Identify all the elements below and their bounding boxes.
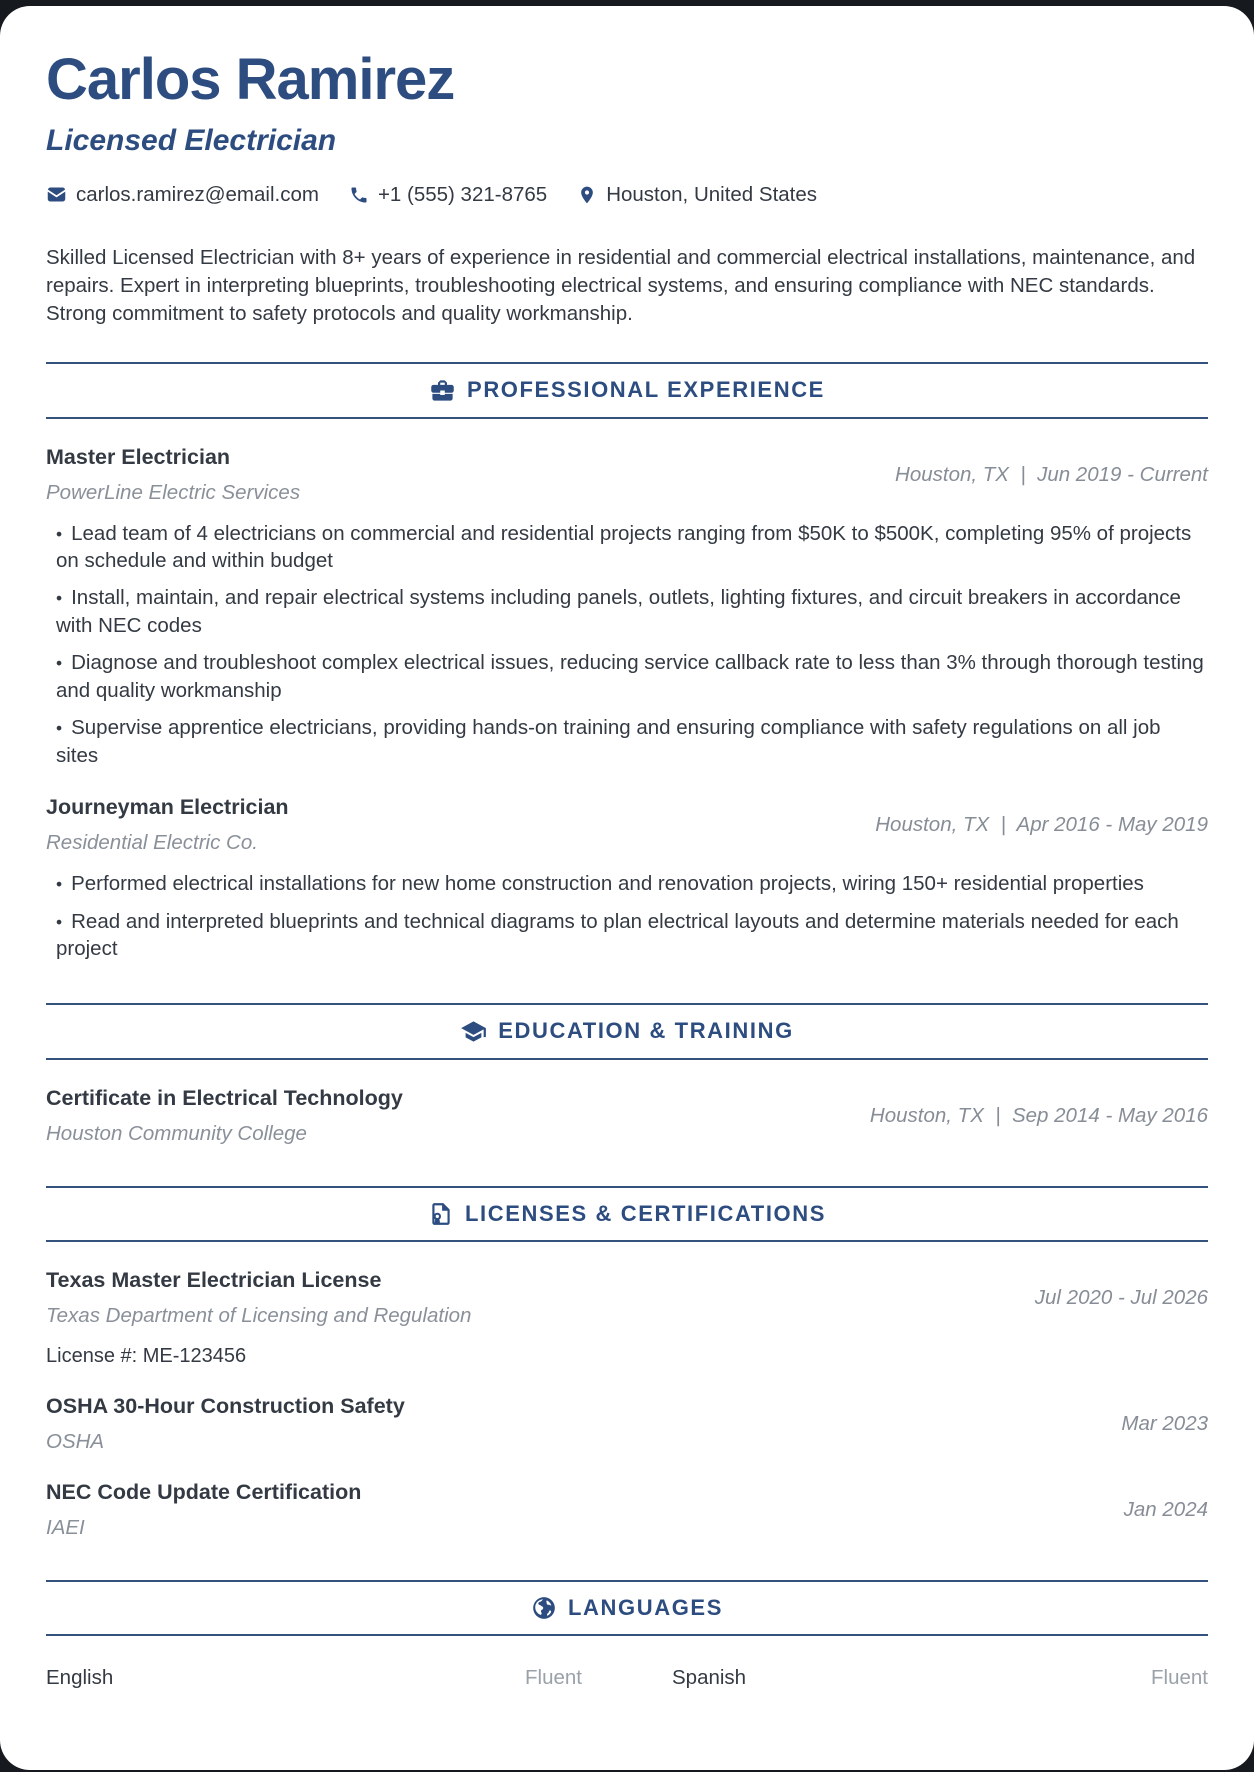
experience-company: Residential Electric Co. bbox=[46, 831, 258, 855]
education-location-dates: Houston, TX | Sep 2014 - May 2016 bbox=[869, 1103, 1208, 1127]
language-level: Fluent bbox=[1151, 1665, 1208, 1689]
envelope-icon bbox=[46, 184, 67, 205]
license-name: NEC Code Update Certification bbox=[46, 1479, 362, 1504]
language-name: Spanish bbox=[672, 1665, 747, 1689]
experience-job-title: Journeyman Electrician bbox=[46, 795, 289, 820]
experience-bullet: • Diagnose and troubleshoot complex electrical issues, reducing service callback rate to less than 3% through thorough testing and quality workmanship bbox=[56, 649, 1208, 704]
license-dates: Jan 2024 bbox=[1123, 1497, 1208, 1521]
graduation-cap-icon bbox=[460, 1018, 487, 1045]
experience-bullet: • Read and interpreted blueprints and technical diagrams to plan electrical layouts and determine materials needed for each project bbox=[56, 908, 1208, 963]
license-number: License #: ME-123456 bbox=[46, 1344, 247, 1367]
section-title-experience: PROFESSIONAL EXPERIENCE bbox=[467, 377, 825, 403]
language-name: English bbox=[46, 1665, 114, 1689]
globe-icon bbox=[531, 1595, 557, 1621]
section-header-languages bbox=[46, 1580, 1208, 1636]
license-name: OSHA 30-Hour Construction Safety bbox=[46, 1393, 405, 1418]
experience-location-dates: Houston, TX | Jun 2019 - Current bbox=[895, 462, 1208, 486]
candidate-job-title: Licensed Electrician bbox=[46, 123, 337, 157]
license-dates: Jul 2020 - Jul 2026 bbox=[1034, 1285, 1208, 1309]
contact-location bbox=[577, 183, 817, 207]
experience-job-title: Master Electrician bbox=[46, 444, 231, 469]
license-entry bbox=[46, 1268, 1208, 1368]
experience-bullet: • Install, maintain, and repair electrical systems including panels, outlets, lighting fixtures, and circuit breakers in accordance with NEC codes bbox=[56, 584, 1208, 639]
map-pin-icon bbox=[577, 185, 597, 205]
candidate-name: Carlos Ramirez bbox=[46, 47, 455, 112]
license-entry bbox=[46, 1480, 1208, 1540]
certificate-icon bbox=[428, 1201, 454, 1227]
license-issuer: IAEI bbox=[46, 1515, 85, 1539]
experience-entry bbox=[46, 445, 1208, 770]
phone-icon bbox=[349, 185, 369, 205]
experience-location-dates: Houston, TX | Apr 2016 - May 2019 bbox=[875, 813, 1208, 837]
education-school: Houston Community College bbox=[46, 1121, 307, 1145]
section-header-experience bbox=[46, 362, 1208, 419]
education-entry bbox=[46, 1086, 1208, 1146]
contact-email bbox=[46, 183, 319, 207]
section-title-languages: LANGUAGES bbox=[568, 1594, 723, 1620]
section-title-licenses: LICENSES & CERTIFICATIONS bbox=[464, 1200, 827, 1226]
experience-bullet-list bbox=[56, 870, 1208, 962]
education-degree: Certificate in Electrical Technology bbox=[46, 1085, 403, 1110]
experience-bullet-list bbox=[56, 520, 1208, 770]
languages-list bbox=[46, 1666, 1208, 1690]
license-issuer: Texas Department of Licensing and Regulation bbox=[46, 1303, 472, 1327]
license-issuer: OSHA bbox=[46, 1429, 105, 1453]
section-header-education bbox=[46, 1003, 1208, 1060]
experience-bullet: • Performed electrical installations for new home construction and renovation projects, wiring 150+ residential properties bbox=[56, 870, 1208, 897]
section-header-licenses bbox=[46, 1186, 1208, 1242]
contact-email-text: carlos.ramirez@email.com bbox=[76, 182, 319, 206]
experience-bullet: • Supervise apprentice electricians, providing hands-on training and ensuring compliance with safety regulations on all job sites bbox=[56, 714, 1208, 769]
language-item bbox=[46, 1666, 582, 1690]
section-title-education: EDUCATION & TRAINING bbox=[498, 1018, 794, 1044]
experience-company: PowerLine Electric Services bbox=[46, 480, 301, 504]
experience-entry bbox=[46, 795, 1208, 962]
experience-bullet: • Lead team of 4 electricians on commercial and residential projects ranging from $50K to $500K, completing 95% of projects on schedule and within budget bbox=[56, 520, 1208, 575]
language-level: Fluent bbox=[525, 1665, 582, 1689]
license-entry bbox=[46, 1394, 1208, 1454]
contact-phone bbox=[349, 183, 547, 207]
contact-location-text: Houston, United States bbox=[606, 182, 818, 206]
resume-document bbox=[0, 6, 1254, 1770]
license-name: Texas Master Electrician License bbox=[46, 1267, 382, 1292]
briefcase-icon bbox=[429, 377, 456, 404]
contact-row bbox=[46, 183, 1208, 207]
language-item bbox=[672, 1666, 1208, 1690]
profile-summary: Skilled Licensed Electrician with 8+ years of experience in residential and commercial electrical installations, maintenance, and repairs. Expert in interpreting blueprints, troubleshooting electrical systems, and ensuring compliance with NEC standards. Strong commitment to safety protocols and quality workmanship. bbox=[46, 245, 1196, 325]
license-dates: Mar 2023 bbox=[1121, 1411, 1208, 1435]
contact-phone-text: +1 (555) 321-8765 bbox=[377, 182, 548, 206]
